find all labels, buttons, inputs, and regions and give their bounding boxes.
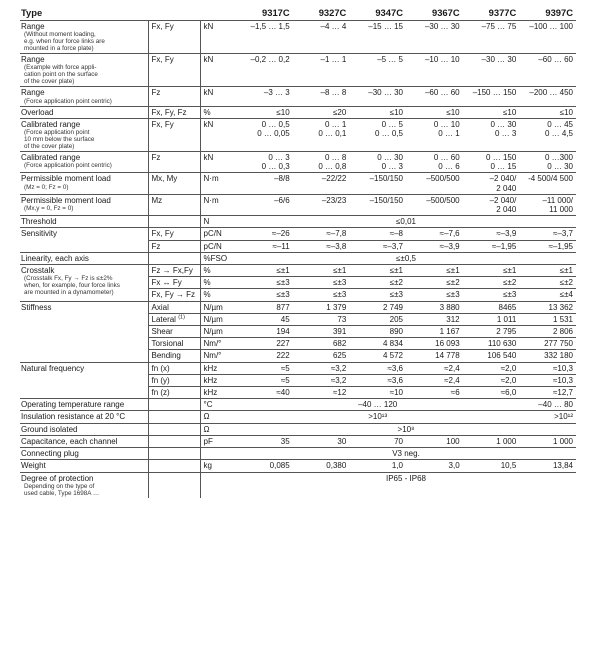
value-cell: 391 (293, 326, 350, 338)
span-value-cell: ≤±0,5 (236, 252, 576, 264)
value-cell: –15 … 15 (349, 21, 406, 54)
spec-row (20, 265, 576, 277)
value-cell: 3,0 (406, 460, 463, 472)
value-cell: –10 … 10 (406, 54, 463, 87)
value-cell: ≤10 (519, 106, 576, 118)
row-label-cell (20, 21, 148, 54)
row-label: Permissible moment load (21, 174, 111, 184)
row-label: Weight (21, 461, 46, 471)
value-cell: –6/6 (236, 194, 293, 215)
row-note: of the cover plate) (24, 78, 75, 86)
spec-row (20, 448, 576, 460)
value-cell: 8465 (463, 301, 520, 313)
unit-cell: Nm/° (200, 350, 236, 362)
value-cell: 332 180 (519, 350, 576, 362)
symbol-cell: Fx, Fy (148, 228, 200, 240)
value-cell: ≈3,6 (349, 362, 406, 374)
row-label: Range (21, 55, 45, 65)
value-cell: ≈10,3 (519, 374, 576, 386)
value-cell: 70 (349, 435, 406, 447)
value-cell: ≤±1 (349, 265, 406, 277)
value-cell: –500/500 (406, 194, 463, 215)
value-cell: –3 … 3 (236, 87, 293, 106)
row-note: Depending on the type of (24, 482, 95, 490)
unit-cell: pC/N (200, 240, 236, 252)
row-label-cell (20, 216, 148, 228)
value-cell: 16 093 (406, 338, 463, 350)
unit-cell: pF (200, 435, 236, 447)
value-cell: –40 … 80 (519, 399, 576, 411)
unit-cell: kg (200, 460, 236, 472)
value-cell: –75 … 75 (463, 21, 520, 54)
value-cell: 13 362 (519, 301, 576, 313)
unit-cell: kN (200, 54, 236, 87)
value-cell: ≈–1,95 (463, 240, 520, 252)
value-cell: 2 749 (349, 301, 406, 313)
row-note: (Force application point centric) (24, 162, 112, 170)
span-value-cell: >10⁸ (236, 423, 576, 435)
row-label-cell (20, 54, 148, 87)
row-note: are mounted in a dynamometer) (24, 289, 114, 297)
symbol-cell (148, 216, 200, 228)
symbol-cell: fn (y) (148, 374, 200, 386)
value-cell: 0 … 30 0 … 3 (349, 152, 406, 173)
unit-cell: N (200, 216, 236, 228)
row-label-cell (20, 435, 148, 447)
value-cell: ≈–3,7 (349, 240, 406, 252)
row-note: (Force application point centric) (24, 97, 112, 105)
spec-row (20, 54, 576, 87)
value-cell: ≤10 (463, 106, 520, 118)
unit-cell: kHz (200, 362, 236, 374)
span-value-cell: ≤0,01 (236, 216, 576, 228)
value-cell: –60 … 60 (406, 87, 463, 106)
row-label: Permissible moment load (21, 195, 111, 205)
symbol-cell: Bending (148, 350, 200, 362)
row-label-cell (20, 106, 148, 118)
value-cell: 0 … 8 0 … 0,8 (293, 152, 350, 173)
symbol-cell: Fx, Fy (148, 21, 200, 54)
value-cell: 45 (236, 313, 293, 325)
value-cell: –11 000/ 11 000 (519, 194, 576, 215)
row-label: Natural frequency (21, 363, 85, 373)
value-cell: –0,2 … 0,2 (236, 54, 293, 87)
value-cell: ≤±3 (463, 289, 520, 301)
row-label-cell (20, 87, 148, 106)
spec-row (20, 460, 576, 472)
value-cell: 277 750 (519, 338, 576, 350)
value-cell: ≤±3 (236, 289, 293, 301)
row-label-cell (20, 448, 148, 460)
value-cell: 1 000 (463, 435, 520, 447)
unit-cell: % (200, 277, 236, 289)
value-cell: ≤±2 (519, 277, 576, 289)
spec-row (20, 301, 576, 313)
value-cell: 100 (406, 435, 463, 447)
value-cell: ≤±2 (406, 277, 463, 289)
header-row (20, 6, 576, 21)
row-label-cell (20, 265, 148, 302)
value-cell: ≈3,6 (349, 374, 406, 386)
value-cell: ≤±3 (349, 289, 406, 301)
value-cell: ≤10 (236, 106, 293, 118)
value-cell: 1 167 (406, 326, 463, 338)
value-cell: 890 (349, 326, 406, 338)
symbol-cell: Fz (148, 152, 200, 173)
spec-row (20, 423, 576, 435)
row-note: (Force application point (24, 129, 90, 137)
symbol-cell: Axial (148, 301, 200, 313)
row-label: Calibrated range (21, 153, 81, 163)
value-cell: 0 … 150 0 … 15 (463, 152, 520, 173)
value-cell: 2 806 (519, 326, 576, 338)
unit-cell: kHz (200, 387, 236, 399)
row-label: Degree of protection (21, 473, 94, 483)
value-cell: 4 834 (349, 338, 406, 350)
value-cell: –30 … 30 (463, 54, 520, 87)
spec-row (20, 173, 576, 194)
symbol-cell: Shear (148, 326, 200, 338)
unit-cell: kN (200, 87, 236, 106)
spec-row (20, 152, 576, 173)
symbol-cell: Torsional (148, 338, 200, 350)
value-cell: 877 (236, 301, 293, 313)
type-header: Type (20, 6, 236, 21)
symbol-cell: Fx, Fy (148, 54, 200, 87)
value-cell: 0 … 0,5 0 … 0,05 (236, 118, 293, 151)
row-label-cell (20, 460, 148, 472)
row-note: (Example with force appli- (24, 64, 97, 72)
unit-cell: % (200, 265, 236, 277)
row-label-cell (20, 118, 148, 151)
symbol-cell (148, 472, 200, 498)
value-cell: ≈2,4 (406, 374, 463, 386)
value-cell: –30 … 30 (349, 87, 406, 106)
value-cell: ≈3,2 (293, 362, 350, 374)
value-cell: 14 778 (406, 350, 463, 362)
value-cell: ≤±1 (293, 265, 350, 277)
unit-cell: % (200, 289, 236, 301)
value-cell: ≤10 (349, 106, 406, 118)
value-cell: 312 (406, 313, 463, 325)
unit-cell: N/µm (200, 301, 236, 313)
row-note: (Mx,y = 0, Fz = 0) (24, 205, 74, 213)
row-label-cell (20, 362, 148, 399)
value-cell: –22/22 (293, 173, 350, 194)
value-cell: ≈6,0 (463, 387, 520, 399)
spec-row (20, 411, 576, 423)
value-cell: 30 (293, 435, 350, 447)
row-label: Range (21, 88, 45, 98)
row-label: Threshold (21, 217, 57, 227)
span-value-cell: >10¹³ (236, 411, 519, 423)
model-header: 9347C (349, 6, 406, 21)
row-note: cation point on the surface (24, 71, 98, 79)
row-label: Insulation resistance at 20 °C (21, 412, 126, 422)
value-cell: ≈10,3 (519, 362, 576, 374)
symbol-cell: fn (x) (148, 362, 200, 374)
symbol-cell (148, 423, 200, 435)
value-cell: ≈2,0 (463, 362, 520, 374)
value-cell: ≈–7,6 (406, 228, 463, 240)
unit-cell: Nm/° (200, 338, 236, 350)
value-cell: –23/23 (293, 194, 350, 215)
symbol-cell: fn (z) (148, 387, 200, 399)
value-cell: >10¹² (519, 411, 576, 423)
value-cell: –2 040/ 2 040 (463, 194, 520, 215)
symbol-cell (148, 435, 200, 447)
row-label-cell (20, 252, 148, 264)
value-cell: –1 … 1 (293, 54, 350, 87)
value-cell: ≈–1,95 (519, 240, 576, 252)
model-header: 9397C (519, 6, 576, 21)
row-label: Calibrated range (21, 119, 81, 129)
row-note: mounted in a force plate) (24, 45, 94, 53)
spec-row (20, 21, 576, 54)
row-note: (Crosstalk Fx, Fy → Fz is ≤±2% (24, 275, 113, 283)
symbol-cell (148, 252, 200, 264)
row-label: Operating temperature range (21, 400, 125, 410)
value-cell: -4 500/4 500 (519, 173, 576, 194)
datasheet (20, 6, 576, 498)
spec-table (20, 6, 576, 498)
value-cell: –5 … 5 (349, 54, 406, 87)
unit-cell (200, 472, 236, 498)
unit-cell: °C (200, 399, 236, 411)
spec-row (20, 252, 576, 264)
row-label: Connecting plug (21, 449, 79, 459)
value-cell: ≈–3,8 (293, 240, 350, 252)
span-value-cell: IP65 - IP68 (236, 472, 576, 498)
value-cell: 1 011 (463, 313, 520, 325)
symbol-cell: Fx, Fy → Fz (148, 289, 200, 301)
value-cell: 222 (236, 350, 293, 362)
value-cell: 1 000 (519, 435, 576, 447)
value-cell: ≤±1 (463, 265, 520, 277)
unit-cell: pC/N (200, 228, 236, 240)
value-cell: –1,5 … 1,5 (236, 21, 293, 54)
row-note: (Without moment loading, (24, 31, 96, 39)
value-cell: ≤±1 (519, 265, 576, 277)
spec-row (20, 472, 576, 498)
value-cell: 0 … 3 0 … 0,3 (236, 152, 293, 173)
unit-cell: kHz (200, 374, 236, 386)
row-label-cell (20, 173, 148, 194)
value-cell: ≈–8 (349, 228, 406, 240)
symbol-cell: Fx ↔ Fy (148, 277, 200, 289)
spec-row (20, 106, 576, 118)
model-header: 9377C (463, 6, 520, 21)
unit-cell (200, 448, 236, 460)
symbol-cell: Fx, Fy (148, 118, 200, 151)
span-value-cell: V3 neg. (236, 448, 576, 460)
value-cell: 106 540 (463, 350, 520, 362)
value-cell: ≈–11 (236, 240, 293, 252)
symbol-cell (148, 460, 200, 472)
symbol-cell: Fz → Fx,Fy (148, 265, 200, 277)
spec-row (20, 194, 576, 215)
value-cell: ≤±2 (349, 277, 406, 289)
value-cell: ≤±4 (519, 289, 576, 301)
spec-row (20, 216, 576, 228)
value-cell: ≈10 (349, 387, 406, 399)
unit-cell: N·m (200, 194, 236, 215)
symbol-cell (148, 448, 200, 460)
row-label-cell (20, 301, 148, 362)
row-label: Range (21, 22, 45, 31)
span-value-cell: –40 … 120 (236, 399, 519, 411)
value-cell: 194 (236, 326, 293, 338)
value-cell: 0 …300 0 … 30 (519, 152, 576, 173)
unit-cell: kN (200, 21, 236, 54)
spec-row (20, 87, 576, 106)
value-cell: –500/500 (406, 173, 463, 194)
unit-cell: N/µm (200, 313, 236, 325)
spec-row (20, 435, 576, 447)
spec-body (20, 21, 576, 498)
value-cell: 0 … 60 0 … 6 (406, 152, 463, 173)
row-label: Capacitance, each channel (21, 436, 118, 446)
value-cell: ≈6 (406, 387, 463, 399)
value-cell: ≤±3 (293, 277, 350, 289)
value-cell: –8 … 8 (293, 87, 350, 106)
value-cell: 110 630 (463, 338, 520, 350)
value-cell: ≈5 (236, 362, 293, 374)
unit-cell: % (200, 106, 236, 118)
row-note: e.g. when four force links are (24, 38, 105, 46)
row-note: used cable, Type 1698A … (24, 489, 100, 497)
row-label-cell (20, 399, 148, 411)
row-label-cell (20, 152, 148, 173)
value-cell: –150 … 150 (463, 87, 520, 106)
value-cell: ≈–26 (236, 228, 293, 240)
unit-cell: kN (200, 152, 236, 173)
symbol-cell: Fx, Fy, Fz (148, 106, 200, 118)
value-cell: 0 … 45 0 … 4,5 (519, 118, 576, 151)
row-label-cell (20, 228, 148, 252)
value-cell: 13,84 (519, 460, 576, 472)
value-cell: 1,0 (349, 460, 406, 472)
value-cell: ≈–3,9 (406, 240, 463, 252)
model-header: 9317C (236, 6, 293, 21)
symbol-cell: Lateral $^{(1)}$ (148, 313, 200, 325)
spec-row (20, 362, 576, 374)
value-cell: ≤±1 (406, 265, 463, 277)
spec-row (20, 399, 576, 411)
row-label: Stiffness (21, 302, 52, 312)
value-cell: –2 040/ 2 040 (463, 173, 520, 194)
symbol-cell: Fz (148, 240, 200, 252)
unit-cell: Ω (200, 423, 236, 435)
symbol-cell: Fz (148, 87, 200, 106)
value-cell: 10,5 (463, 460, 520, 472)
value-cell: ≤±3 (406, 289, 463, 301)
value-cell: –30 … 30 (406, 21, 463, 54)
row-label-cell (20, 472, 148, 498)
value-cell: 2 795 (463, 326, 520, 338)
row-note: 10 mm below the surface (24, 136, 95, 144)
unit-cell: %FSO (200, 252, 236, 264)
symbol-cell: Mz (148, 194, 200, 215)
value-cell: –150/150 (349, 173, 406, 194)
row-label-cell (20, 423, 148, 435)
value-cell: ≤±3 (293, 289, 350, 301)
model-header: 9327C (293, 6, 350, 21)
value-cell: –8/8 (236, 173, 293, 194)
value-cell: 205 (349, 313, 406, 325)
value-cell: 0 … 10 0 … 1 (406, 118, 463, 151)
value-cell: ≈2,0 (463, 374, 520, 386)
value-cell: ≈12 (293, 387, 350, 399)
symbol-cell (148, 411, 200, 423)
value-cell: 0,380 (293, 460, 350, 472)
row-label: Overload (21, 107, 54, 117)
value-cell: –200 … 450 (519, 87, 576, 106)
value-cell: ≈–3,7 (519, 228, 576, 240)
value-cell: 1 531 (519, 313, 576, 325)
value-cell: 227 (236, 338, 293, 350)
value-cell: ≈3,2 (293, 374, 350, 386)
value-cell: 4 572 (349, 350, 406, 362)
value-cell: ≈–3,9 (463, 228, 520, 240)
value-cell: 0,085 (236, 460, 293, 472)
row-label: Linearity, each axis (21, 253, 89, 263)
value-cell: 73 (293, 313, 350, 325)
row-label-cell (20, 194, 148, 215)
unit-cell: kN (200, 118, 236, 151)
value-cell: 1 379 (293, 301, 350, 313)
row-label-cell (20, 411, 148, 423)
value-cell: 625 (293, 350, 350, 362)
row-note: (Mz = 0; Fz = 0) (24, 183, 69, 191)
value-cell: 3 880 (406, 301, 463, 313)
symbol-cell: Mx, My (148, 173, 200, 194)
unit-cell: N·m (200, 173, 236, 194)
value-cell: ≈40 (236, 387, 293, 399)
unit-cell: Ω (200, 411, 236, 423)
value-cell: ≤±3 (236, 277, 293, 289)
value-cell: –150/150 (349, 194, 406, 215)
value-cell: –4 … 4 (293, 21, 350, 54)
row-note: of the cover plate) (24, 143, 75, 151)
value-cell: ≤±1 (236, 265, 293, 277)
value-cell: 0 … 30 0 … 3 (463, 118, 520, 151)
value-cell: –60 … 60 (519, 54, 576, 87)
model-header: 9367C (406, 6, 463, 21)
value-cell: 682 (293, 338, 350, 350)
value-cell: 35 (236, 435, 293, 447)
value-cell: ≈5 (236, 374, 293, 386)
unit-cell: N/µm (200, 326, 236, 338)
spec-row (20, 228, 576, 240)
value-cell: ≤10 (406, 106, 463, 118)
value-cell: –100 … 100 (519, 21, 576, 54)
value-cell: ≈12,7 (519, 387, 576, 399)
symbol-cell (148, 399, 200, 411)
row-label: Sensitivity (21, 229, 58, 239)
row-note: when, for example, four force links (24, 282, 120, 290)
row-label: Ground isolated (21, 424, 78, 434)
value-cell: 0 … 5 0 … 0,5 (349, 118, 406, 151)
value-cell: ≤20 (293, 106, 350, 118)
value-cell: 0 … 1 0 … 0,1 (293, 118, 350, 151)
value-cell: ≤±2 (463, 277, 520, 289)
row-label: Crosstalk (21, 266, 55, 276)
value-cell: ≈2,4 (406, 362, 463, 374)
value-cell: ≈–7,8 (293, 228, 350, 240)
spec-row (20, 118, 576, 151)
